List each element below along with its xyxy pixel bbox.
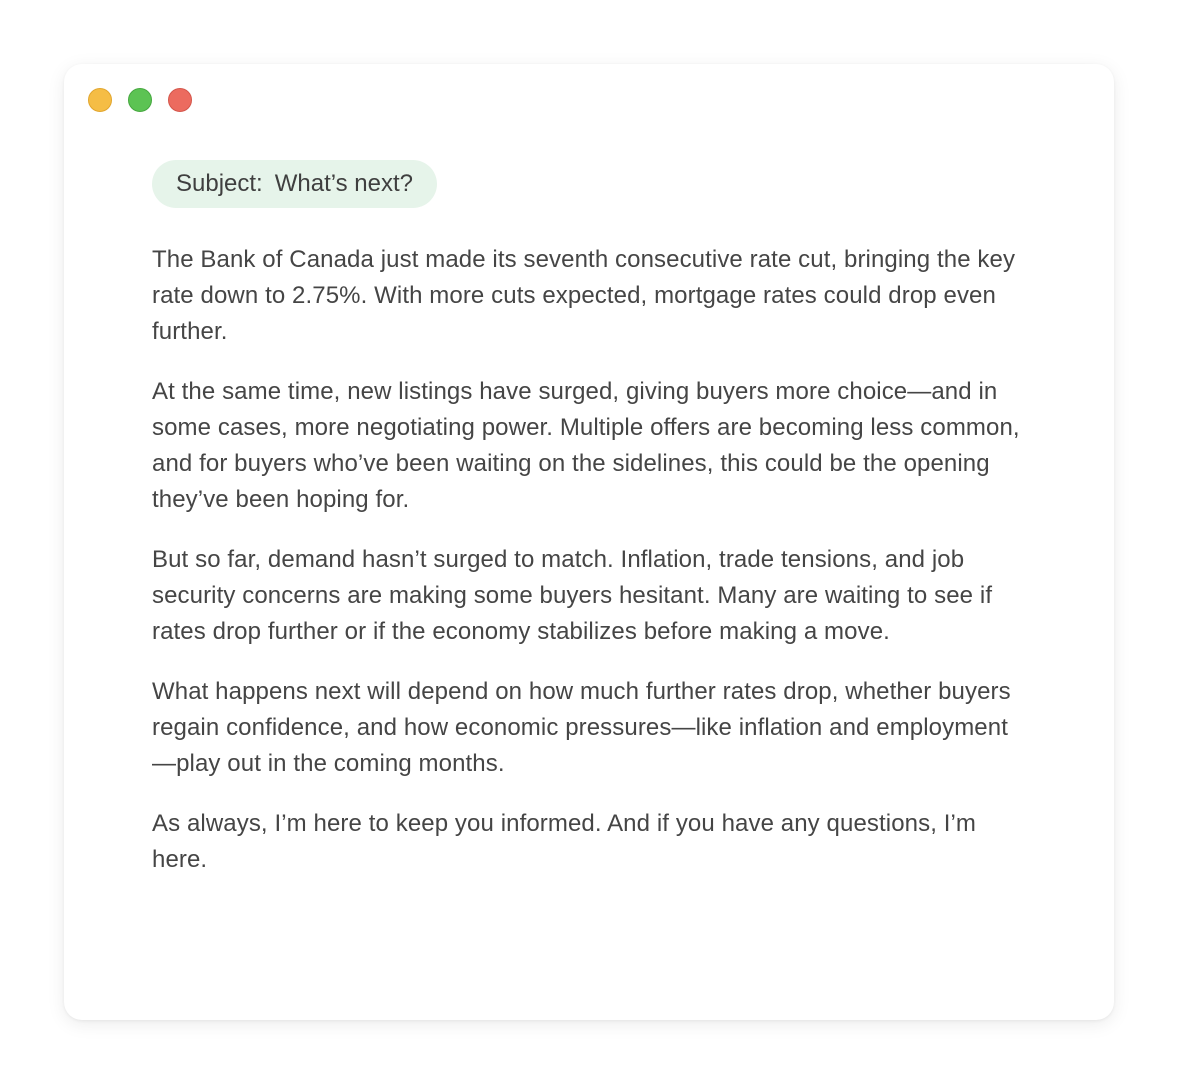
body-paragraph: What happens next will depend on how much further rates drop, whether buyers regain confidence, and how economic pressures—like inflation and employment—play out in the coming months. bbox=[152, 678, 1011, 777]
maximize-button[interactable] bbox=[128, 88, 152, 112]
subject-label: Subject: bbox=[176, 170, 263, 197]
body-paragraph: The Bank of Canada just made its seventh consecutive rate cut, bringing the key rate down to 2.75%. With more cuts expected, mortgage rates could drop even further. bbox=[152, 246, 1016, 345]
email-content bbox=[152, 160, 1032, 902]
body-paragraph: As always, I’m here to keep you informed. And if you have any questions, I’m here. bbox=[152, 810, 977, 873]
body-paragraph: But so far, demand hasn’t surged to match. Inflation, trade tensions, and job security concerns are making some buyers hesitant. Many are waiting to see if rates drop further or if the economy stabilizes before making a move. bbox=[152, 546, 993, 645]
subject-badge bbox=[152, 160, 437, 208]
email-body bbox=[152, 242, 1032, 878]
window-controls bbox=[88, 88, 192, 112]
email-window bbox=[64, 64, 1114, 1020]
close-button[interactable] bbox=[168, 88, 192, 112]
body-paragraph: At the same time, new listings have surged, giving buyers more choice—and in some cases, more negotiating power. Multiple offers are becoming less common, and for buyers who’ve been waiting on the sidelines, this could be the opening they’ve been hoping for. bbox=[152, 378, 1020, 513]
minimize-button[interactable] bbox=[88, 88, 112, 112]
subject-value: What’s next? bbox=[274, 170, 414, 197]
